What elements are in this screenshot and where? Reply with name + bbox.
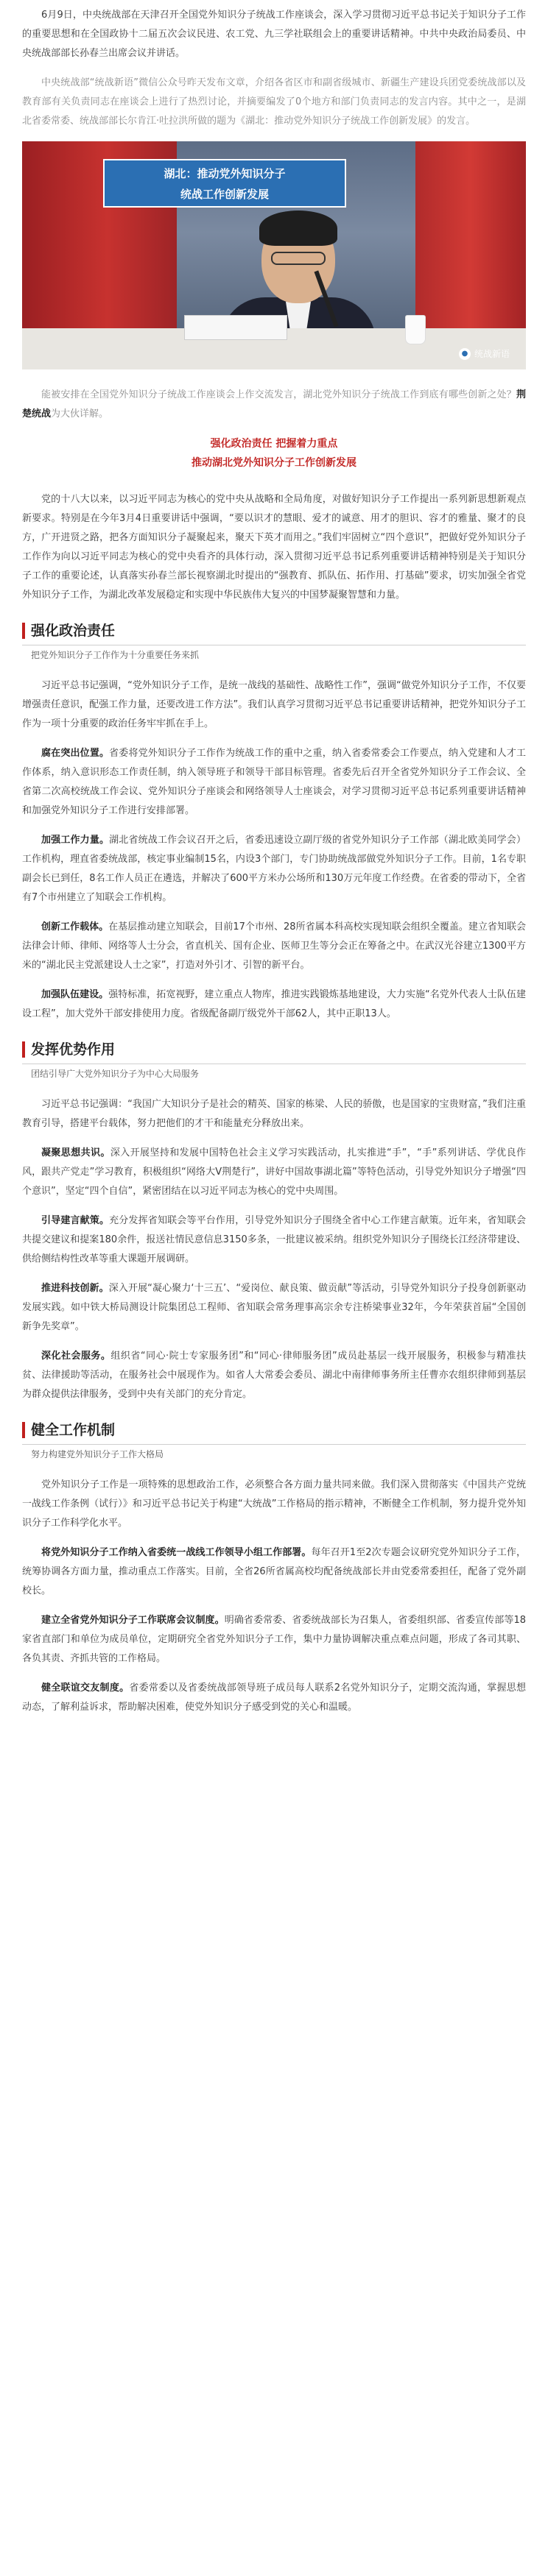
section-paragraph xyxy=(22,1095,526,1133)
section-paragraph xyxy=(22,1543,526,1601)
section-paragraph xyxy=(22,676,526,734)
section-accent-bar xyxy=(22,1041,25,1058)
section-title-row xyxy=(22,1419,526,1445)
intro-paragraph-3 xyxy=(22,386,526,424)
section-paragraph xyxy=(22,986,526,1024)
paragraph-text: 湖北省统战工作会议召开之后，省委迅速设立副厅级的省党外知识分子工作部（湖北欧美同学会）工作机构，理直省委统战部，核定事业编制15名，内设3个部门，专门协助统战部做党外知识分子工作。目前，1名专职副会长已到任，8名工作人员正在遴选，并解决了600平方米办公场所和130万元年度工作经费。在省委的带动下，全省有7个市州建立了知联会工作机构。 xyxy=(22,835,526,903)
section-heading xyxy=(22,620,526,665)
paragraph-text: 省委将党外知识分子工作作为统战工作的重中之重，纳入省委常委会工作要点，纳入党建和人才工作体系，纳入意识形态工作责任制，纳入领导班子和领导干部目标管理。省委先后召开全省党外知识分子工作会议、全省第二次高校统战工作会议、党外知识分子座谈会和网络领导人士座谈会，对学习贯彻习近平总书记系列重要讲话精神和加强党外知识分子工作进行安排部署。 xyxy=(22,748,526,816)
section-accent-bar xyxy=(22,1422,25,1438)
hero-photo xyxy=(22,141,526,369)
teacup-icon xyxy=(405,315,426,344)
hero-banner xyxy=(103,159,346,208)
section-paragraph xyxy=(22,1279,526,1337)
section-title: 健全工作机制 xyxy=(31,1422,116,1438)
section-paragraph xyxy=(22,831,526,907)
section-subtitle: 把党外知识分子工作作为十分重要任务来抓 xyxy=(31,650,200,660)
section-paragraph xyxy=(22,1611,526,1669)
section-title-row xyxy=(22,1038,526,1064)
section-subtitle: 努力构建党外知识分子工作大格局 xyxy=(31,1449,164,1459)
intro-paragraph-1: 6月9日，中央统战部在天津召开全国党外知识分子统战工作座谈会，深入学习贯彻习近平总书记关于知识分子工作的重要思想和在全国政协十二届五次会议民进、农工党、九三学社联组会上的重要讲话精神。中共中央政治局委员、中央统战部部长孙春兰出席会议并讲话。 xyxy=(22,10,526,59)
section xyxy=(22,1038,526,1404)
paragraph-text: 强特标准，拓宽视野，建立重点人物库，推进实践锻炼基地建设，大力实施“名党外代表人士队伍建设工程”，加大党外干部安排使用力度。省级配备副厅级党外干部62人，其中正职13人。 xyxy=(22,989,526,1019)
paragraph-text: 深入开展坚持和发展中国特色社会主义学习实践活动，扎实推进“手”，“手”系列讲话、学优良作风，跟共产党走”学习教育，积极组织“网络大V荆楚行”，讲好中国故事湖北篇”等特色活动，引导党外知识分子增强“四个意识”，坚定“四个自信”，紧密团结在以习近平同志为核心的党中央周围。 xyxy=(22,1147,526,1197)
paragraph-text: 充分发挥省知联会等平台作用，引导党外知识分子围绕全省中心工作建言献策。近年来，省知联会共提交建议和提案180余件，报送社情民意信息3150多条，一批建议被采纳。组织党外知识分子围绕长江经济带建设、供给侧结构性改革等重大课题开展调研。 xyxy=(22,1215,526,1264)
section-heading xyxy=(22,1038,526,1083)
paragraph-text: 明确省委常委、省委统战部长为召集人，省委组织部、省委宣传部等18家省直部门和单位为成员单位，定期研究全省党外知识分子工作，集中力量协调解决重点难点问题，形成了各司其职、各负其责、齐抓共管的工作格局。 xyxy=(22,1615,526,1664)
paragraph-lead: 深化社会服务。 xyxy=(41,1351,111,1362)
section-heading xyxy=(22,1419,526,1464)
section-paragraph xyxy=(22,1144,526,1201)
paragraph-text: 习近平总书记强调，“党外知识分子工作，是统一战线的基础性、战略性工作”，强调“做党外知识分子工作，不仅要增强责任意识，配强工作力量，还要改进工作方法”。我们认真学习贯彻习近平总书记重要讲话精神，把党外知识分子工作为一项十分重要的政治任务牢牢抓在手上。 xyxy=(22,680,526,729)
hero-watermark xyxy=(459,347,510,361)
section-paragraph xyxy=(22,918,526,975)
paragraph-lead: 将党外知识分子工作纳入省委统一战线工作领导小组工作部署。 xyxy=(41,1547,312,1558)
paragraph-lead: 加强工作力量。 xyxy=(41,835,110,846)
paragraph-text: 每年召开1至2次专题会议研究党外知识分子工作，统筹协调各方面力量，推动重点工作落实。目前，全省26所省属高校均配备统战部长并由党委常委担任，配备了党外副校长。 xyxy=(22,1547,526,1596)
section-paragraph xyxy=(22,1476,526,1533)
paragraph-text: 深入开展“凝心聚力‘十三五’、“爱岗位、献良策、做贡献”等活动，引导党外知识分子投身创新驱动发展实践。如中铁大桥局测设计院集团总工程师、省知联会常务理事高宗余专注桥梁事业32年，今年荣获首届“全国创新争先奖章”。 xyxy=(22,1283,526,1332)
section-title: 发挥优势作用 xyxy=(31,1041,116,1058)
section-paragraph xyxy=(22,1347,526,1404)
section-subtitle: 团结引导广大党外知识分子为中心大局服务 xyxy=(31,1069,200,1079)
paragraph-text: 党外知识分子工作是一项特殊的思想政治工作，必须整合各方面力量共同来做。我们深入贯彻落实《中国共产党统一战线工作条例（试行）》和习近平总书记关于构建“大统战”工作格局的指示精神，不断健全工作机制，努力提升党外知识分子工作科学化水平。 xyxy=(22,1479,526,1529)
paragraph-text: 组织省“同心·院士专家服务团”和“同心·律师服务团”成员赴基层一线开展服务，积极参与精准扶贫、法律援助等活动，在服务社会中展现作为。如省人大常委会委员、湖北中南律师事务所主任曹亦农组织律师到基层为群众提供法律服务，受到中央有关部门的充分肯定。 xyxy=(22,1351,526,1400)
section xyxy=(22,620,526,1024)
paragraph-text: 习近平总书记强调：“我国广大知识分子是社会的精英、国家的栋梁、人民的骄傲，也是国家的宝贵财富，”我们注重教育引导，搭建平台载体，努力把他们的才干和能量充分释放出来。 xyxy=(22,1099,526,1129)
hero-nameplate xyxy=(184,315,287,340)
hero-watermark-text: 统战新语 xyxy=(474,349,510,359)
sections xyxy=(22,620,526,1717)
hero-banner-line-2: 统战工作创新发展 xyxy=(180,188,269,201)
paragraph-lead: 创新工作载体。 xyxy=(41,921,109,933)
red-heading-line-1: 强化政治责任 把握着力重点 xyxy=(210,438,338,450)
red-heading-line-2: 推动湖北党外知识分子工作创新发展 xyxy=(192,457,356,469)
paragraph-lead: 凝聚思想共识。 xyxy=(41,1147,110,1158)
intro-paragraph-3-suffix: 为大伙详解。 xyxy=(51,408,109,420)
paragraph-lead: 腐在突出位置。 xyxy=(41,748,110,759)
intro-paragraph-3-text: 能被安排在全国党外知识分子统战工作座谈会上作交流发言，湖北党外知识分子统战工作到底有哪些创新之处？ xyxy=(41,389,516,400)
wechat-icon: ● xyxy=(459,348,471,360)
section-paragraph xyxy=(22,1679,526,1717)
red-heading xyxy=(22,434,526,473)
paragraph-text: 省委常委以及省委统战部领导班子成员每人联系2名党外知识分子，定期交流沟通，掌握思想动态，了解利益诉求，帮助解决困难，使党外知识分子感受到党的关心和温暖。 xyxy=(22,1682,526,1713)
hero-banner-line-1: 湖北：推动党外知识分子 xyxy=(164,167,286,180)
section-title-row xyxy=(22,620,526,645)
paragraph-text: 在基层推动建立知联会，目前17个市州、28所省属本科高校实现知联会组织全覆盖。建立省知联会法律会计师、律师、网络等人士分会，省直机关、国有企业、医师卫生等分会正在筹备之中。在武汉光谷建立1300平方米的“湖北民主党派建设人士之家”，打造对外引才、引智的新平台。 xyxy=(22,921,526,971)
intro-paragraph-3-emph: 荆楚统战 xyxy=(22,389,526,420)
paragraph-lead: 推进科技创新。 xyxy=(41,1283,109,1294)
paragraph-lead: 加强队伍建设。 xyxy=(41,989,109,1000)
paragraph-lead: 引导建言献策。 xyxy=(41,1215,110,1226)
section-paragraph xyxy=(22,1211,526,1269)
body-intro-paragraph: 党的十八大以来，以习近平同志为核心的党中央从战略和全局角度，对做好知识分子工作提出一系列新思想新观点新要求。特别是在今年3月4日重要讲话中强调，“要以识才的慧眼、爱才的诚意、用才的胆识、容才的雅量、聚才的良方，广开进贤之路，把各方面知识分子凝聚起来，聚天下英才而用之。”我们牢固树立“四个意识”，把做好党外知识分子工作作为向以习近平同志为核心的党中央看齐的具体行动，深入贯彻习近平总书记系列重要讲话精神特别是关于知识分子工作的重要论述，认真落实孙春兰部长视察湖北时提出的“强教育、抓队伍、拓作用、打基础”要求，切实加强全省党外知识分子工作，为湖北改革发展稳定和实现中华民族伟大复兴的中国梦凝聚智慧和力量。 xyxy=(22,494,526,601)
section-title: 强化政治责任 xyxy=(31,623,116,639)
paragraph-lead: 健全联谊交友制度。 xyxy=(41,1682,130,1694)
section-accent-bar xyxy=(22,623,25,639)
intro-paragraph-2: 中央统战部“统战新语”微信公众号昨天发布文章，介绍各省区市和副省级城市、新疆生产建设兵团党委统战部以及教育部有关负责同志在座谈会上进行了热烈讨论，并摘要编发了0个地方和部门负责同志的发言内容。其中之一，是湖北省委常委、统战部部长尔肯江·吐拉洪所做的题为《湖北：推动党外知识分子统战工作创新发展》的发言。 xyxy=(22,77,526,127)
section xyxy=(22,1419,526,1717)
section-paragraph xyxy=(22,744,526,821)
paragraph-lead: 建立全省党外知识分子工作联席会议制度。 xyxy=(41,1615,225,1626)
